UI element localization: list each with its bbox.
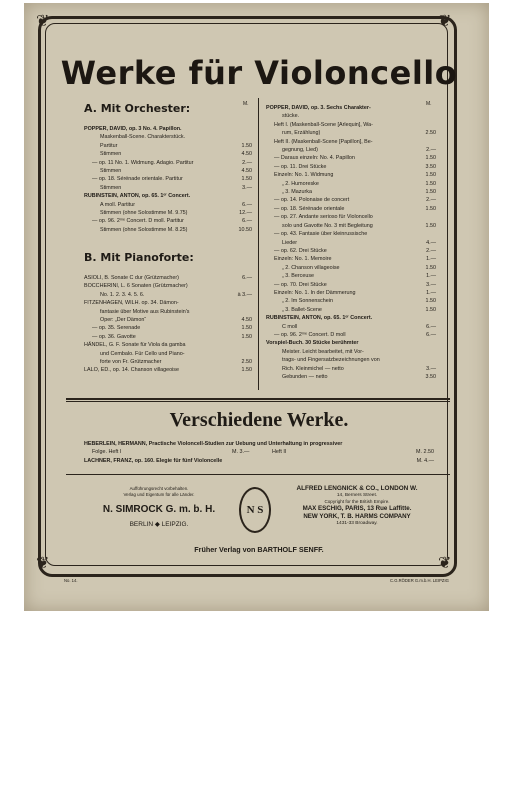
entry-price: 3.50 [425, 374, 436, 380]
entry-price [418, 314, 436, 322]
entry-price [234, 192, 252, 200]
entry-price: 1.50 [425, 298, 436, 305]
agents-list [272, 485, 442, 526]
entry-title: RUBINSTEIN, ANTON, op. 65. 1ᵉʳ Concert. [266, 315, 373, 322]
entry-title: Stimmen (ohne Solostimme M. 8.25) [100, 226, 188, 233]
publisher-name: N. SIMROCK G. m. b. H. [102, 504, 216, 515]
catalog-entry [266, 373, 436, 381]
publisher-city: BERLIN ◆ LEIPZIG. [129, 521, 189, 528]
catalog-entry [84, 175, 252, 183]
various-price: M. 4.— [416, 457, 434, 464]
page-title: Werke für Violoncello [60, 54, 458, 92]
catalog-entry [84, 150, 252, 158]
catalog-entry [266, 247, 436, 255]
various-line [84, 457, 434, 465]
entry-title: „ 2. Chanson villageoise [282, 264, 340, 271]
entry-price: 1.50 [425, 155, 436, 162]
catalog-list-orchestra [84, 125, 252, 234]
entry-price: 2.— [426, 147, 436, 154]
entry-title: — op. 18. Sérénade orientale. Partitur [92, 176, 183, 183]
corner-ornament: ❦ [36, 555, 50, 572]
catalog-entry [266, 264, 436, 272]
catalog-entry [266, 138, 436, 146]
entry-price: 12.— [239, 210, 252, 217]
various-text: Heft II [272, 449, 287, 456]
catalog-entry [266, 188, 436, 196]
catalog-entry [266, 281, 436, 289]
entry-title: Stimmen (ohne Solostimme M. 9.75) [100, 210, 188, 217]
entry-title: Einzeln: No. 1. In der Dämmerung [274, 289, 356, 296]
agent-line: ALFRED LENGNICK & CO., LONDON W. [296, 485, 418, 492]
catalog-entry [266, 297, 436, 305]
catalog-entry [84, 366, 252, 374]
entry-title: ASIOLI, B. Sonate C dur (Grützmacher) [84, 275, 179, 281]
entry-price: 1.50 [425, 180, 436, 187]
entry-title: POPPER, DAVID, op. 3 No. 4. Papillon. [84, 126, 182, 132]
entry-price [234, 299, 252, 307]
entry-price [234, 125, 252, 133]
entry-price [234, 341, 252, 349]
catalog-entry [84, 308, 252, 316]
entry-price: 1.50 [425, 222, 436, 229]
catalog-entry [266, 348, 436, 356]
entry-title: — op. 18. Sérénade orientale [274, 205, 345, 212]
entry-price [234, 308, 252, 316]
catalog-entry [84, 133, 252, 141]
catalog-entry [266, 339, 436, 347]
entry-title: fantasie über Motive aus Rubinstein's [100, 308, 190, 315]
catalog-entry [266, 222, 436, 230]
various-works-list [84, 440, 434, 465]
entry-price [418, 230, 436, 238]
entry-title: — op. 43. Fantasie über kleinrussische [274, 231, 368, 238]
entry-title: rum, Erzählung) [282, 130, 321, 137]
entry-title: — Daraus einzeln: No. 4. Papillon [274, 155, 355, 162]
entry-title: und Cembalo. Für Cello und Piano- [100, 350, 185, 357]
entry-title: — op. 14. Polonaise de concert [274, 197, 350, 204]
entry-title: — op. 36. Gavotte [92, 333, 136, 340]
various-price: M. 2.50 [416, 449, 434, 456]
entry-price: 2.50 [241, 359, 252, 366]
catalog-entry [266, 306, 436, 314]
catalog-entry [266, 205, 436, 213]
entry-price [234, 133, 252, 141]
entry-title: gegnung, Lied) [282, 147, 318, 154]
catalog-entry [266, 314, 436, 322]
catalog-entry [266, 323, 436, 331]
catalog-entry [266, 196, 436, 204]
entry-price: 2.— [242, 159, 252, 166]
catalog-entry [84, 184, 252, 192]
currency-label: M. [426, 101, 432, 107]
catalog-list-piano [84, 274, 252, 375]
entry-title: „ 3. Ballet-Scene [282, 306, 322, 313]
entry-price: 3.50 [425, 163, 436, 170]
entry-price: 1.— [426, 256, 436, 263]
various-line: HEBERLEIN, HERMANN, Practische Violoncell-Studien zur Uebung und Unterhaltung in progressiver [84, 441, 343, 447]
agent-line: 1431-33 Broadway. [336, 520, 378, 526]
entry-title: POPPER, DAVID, op. 3. Sechs Charakter- [266, 105, 371, 111]
entry-title: solo und Gavotte No. 3 mit Begleitung [282, 222, 373, 229]
catalog-entry [84, 358, 252, 366]
entry-price: 6.— [426, 331, 436, 338]
catalog-entry [266, 146, 436, 154]
entry-title: forte von Fr. Grützmacher [100, 359, 162, 366]
entry-price: 4.50 [241, 151, 252, 158]
catalog-entry [84, 282, 252, 290]
entry-price [418, 121, 436, 129]
entry-title: LALO, ED., op. 14. Chanson villageoise [84, 367, 179, 374]
entry-title: — op. 62. Drei Stücke [274, 247, 327, 254]
section-heading-various: Verschiedene Werke. [169, 409, 349, 431]
currency-label: M. [243, 101, 249, 107]
catalog-entry [84, 125, 252, 133]
entry-price: 10.50 [238, 226, 252, 233]
catalog-entry [266, 230, 436, 238]
catalog-entry [266, 129, 436, 137]
catalog-entry [266, 163, 436, 171]
entry-title: Meister. Leicht bearbeitet, mit Vor- [282, 348, 364, 355]
catalog-entry [84, 324, 252, 332]
entry-price: 1.50 [425, 172, 436, 179]
printer-credit: C.G.RÖDER G.m.b.H. LEIPZIG [390, 578, 449, 583]
entry-title: Vorspiel-Buch. 30 Stücke berühmter [266, 340, 359, 347]
entry-title: Maskenball-Scene. Charakterstück. [100, 134, 186, 141]
agent-line: MAX ESCHIG, PARIS, 13 Rue Laffitte. [302, 504, 412, 512]
entry-price: 1.50 [425, 205, 436, 212]
entry-price [418, 348, 436, 356]
entry-price [418, 339, 436, 347]
entry-title: BOCCHERINI, L. 6 Sonaten (Grützmacher) [84, 283, 188, 290]
entry-price: 2.50 [425, 130, 436, 137]
catalog-list-right [266, 104, 436, 381]
entry-title: — op. 11 No. 1. Widmung. Adagio. Partitur [92, 159, 194, 166]
catalog-entry [266, 180, 436, 188]
entry-title: Stimmen [100, 151, 122, 158]
entry-price [418, 104, 436, 112]
entry-price: 1.— [426, 289, 436, 296]
section-heading-orchestra: A. Mit Orchester: [84, 102, 191, 115]
entry-price: 1.50 [425, 264, 436, 271]
catalog-entry [84, 201, 252, 209]
divider [66, 401, 450, 402]
corner-ornament: ❦ [438, 555, 452, 572]
entry-price [418, 213, 436, 221]
catalog-entry [84, 341, 252, 349]
entry-title: — op. 96. 2ᵐᵉ Concert. D moll. Partitur [92, 218, 184, 225]
entry-price: 1.— [426, 273, 436, 280]
various-text: LACHNER, FRANZ, op. 160. Elegie für fünf Violoncelle [84, 457, 223, 464]
corner-ornament: ❦ [438, 13, 452, 30]
entry-price: à 3.— [237, 291, 252, 298]
various-line [84, 448, 434, 456]
catalog-entry [84, 291, 252, 299]
entry-title: trags- und Fingersatzbezeichnungen von [282, 357, 380, 364]
entry-price: 4.50 [241, 317, 252, 324]
publisher-notice [84, 486, 234, 498]
catalog-entry [84, 316, 252, 324]
entry-title: „ 3. Berceuse [282, 273, 315, 280]
entry-title: Partitur [100, 142, 118, 149]
entry-title: No. 1. 2. 3. 4. 5. 6. [100, 291, 145, 298]
entry-title: „ 2. Im Sonnenschein [282, 298, 333, 305]
various-text: Folge. Heft I [92, 449, 122, 456]
column-divider [258, 98, 259, 390]
entry-price: 4.— [426, 239, 436, 246]
entry-price: 1.50 [241, 325, 252, 332]
former-publisher: Früher Verlag von BARTHOLF SENFF. [194, 545, 324, 554]
entry-title: Stimmen [100, 184, 122, 191]
catalog-entry [84, 159, 252, 167]
entry-title: Oper: „Der Dämon“ [100, 317, 147, 324]
divider [66, 474, 450, 475]
catalog-entry [84, 167, 252, 175]
catalog-entry [266, 239, 436, 247]
catalog-entry [84, 274, 252, 282]
entry-price: 3.— [242, 184, 252, 191]
entry-title: C moll [282, 323, 298, 330]
entry-title: — op. 35. Serenade [92, 325, 141, 332]
rights-notice: Verlag und Eigentum für alle Länder. [123, 492, 195, 497]
simrock-logo [239, 487, 271, 533]
entry-title: „ 2. Humoreske [282, 180, 319, 187]
catalog-entry [266, 255, 436, 263]
entry-title: Gebunden — netto [282, 374, 328, 380]
catalog-entry [266, 365, 436, 373]
entry-price: 1.50 [425, 189, 436, 196]
entry-title: RUBINSTEIN, ANTON, op. 65. 1ᵉʳ Concert. [84, 193, 191, 200]
entry-price: 3.— [426, 281, 436, 288]
entry-title: FITZENHAGEN, WILH. op. 34. Dämon- [84, 300, 179, 307]
catalog-entry [266, 213, 436, 221]
entry-price: 6.— [242, 275, 252, 281]
entry-price [418, 356, 436, 364]
entry-price: 1.50 [425, 306, 436, 313]
entry-price: 3.— [426, 365, 436, 372]
entry-price: 1.50 [241, 333, 252, 340]
entry-title: Rich. Kleinmichel — netto [282, 365, 344, 372]
entry-price: 6.— [426, 323, 436, 330]
catalog-entry [84, 209, 252, 217]
catalog-entry [266, 289, 436, 297]
entry-price: 6.— [242, 201, 252, 208]
entry-price: 2.— [426, 247, 436, 254]
catalog-entry [84, 299, 252, 307]
entry-title: — op. 11. Drei Stücke [274, 163, 327, 170]
entry-title: Einzeln: No. 1. Widmung [274, 172, 334, 179]
entry-title: — op. 70. Drei Stücke [274, 281, 327, 288]
agent-line: Copyright for the British Empire. [324, 498, 390, 504]
entry-title: Heft I. (Maskenball-Scene [Arlequin], Wa- [274, 121, 373, 128]
catalog-entry [266, 171, 436, 179]
catalog-entry [266, 121, 436, 129]
catalog-entry [266, 356, 436, 364]
catalog-entry [84, 226, 252, 234]
catalog-entry [266, 112, 436, 120]
entry-price [418, 138, 436, 146]
entry-price: 1.50 [241, 367, 252, 374]
entry-title: „ 3. Mazurka [282, 189, 312, 196]
rights-notice: Aufführungsrecht vorbehalten. [129, 486, 189, 491]
catalog-entry [84, 142, 252, 150]
plate-number: No. 14. [64, 578, 78, 583]
entry-title: — op. 96. 2ᵐᵉ Concert. D moll [274, 331, 346, 338]
logo-monogram: N S [246, 504, 264, 516]
entry-title: Stimmen [100, 168, 122, 175]
entry-title: Lieder [282, 239, 297, 246]
entry-title: Heft II. (Maskenball-Scene [Papillon], Be- [274, 138, 373, 145]
catalog-entry [84, 350, 252, 358]
catalog-entry [266, 272, 436, 280]
entry-title: A moll. Partitur [100, 201, 136, 208]
entry-price [418, 112, 436, 120]
entry-title: stücke. [282, 113, 300, 120]
entry-price: 4.50 [241, 168, 252, 175]
entry-price: 1.50 [241, 142, 252, 149]
entry-price: 1.50 [241, 176, 252, 183]
entry-title: — op. 27. Andante serioso für Violoncello [274, 214, 373, 221]
various-price: M. 3.— [232, 449, 250, 456]
catalog-entry [266, 104, 436, 112]
entry-price [234, 350, 252, 358]
corner-ornament: ❦ [36, 13, 50, 30]
entry-title: HÄNDEL, G. F. Sonate für Viola da gamba [84, 342, 186, 349]
divider [66, 398, 450, 400]
catalog-entry [84, 333, 252, 341]
catalog-entry [84, 217, 252, 225]
entry-price: 6.— [242, 218, 252, 225]
catalog-entry [266, 154, 436, 162]
section-heading-piano: B. Mit Pianoforte: [84, 251, 194, 264]
entry-price: 2.— [426, 197, 436, 204]
catalog-entry [84, 192, 252, 200]
catalog-entry [266, 331, 436, 339]
entry-price [234, 282, 252, 290]
entry-title: Einzeln: No. 1. Memoire [274, 256, 332, 263]
agent-line: NEW YORK, T. B. HARMS COMPANY [303, 512, 411, 520]
agent-line: 14, Berners Street. [336, 493, 378, 498]
